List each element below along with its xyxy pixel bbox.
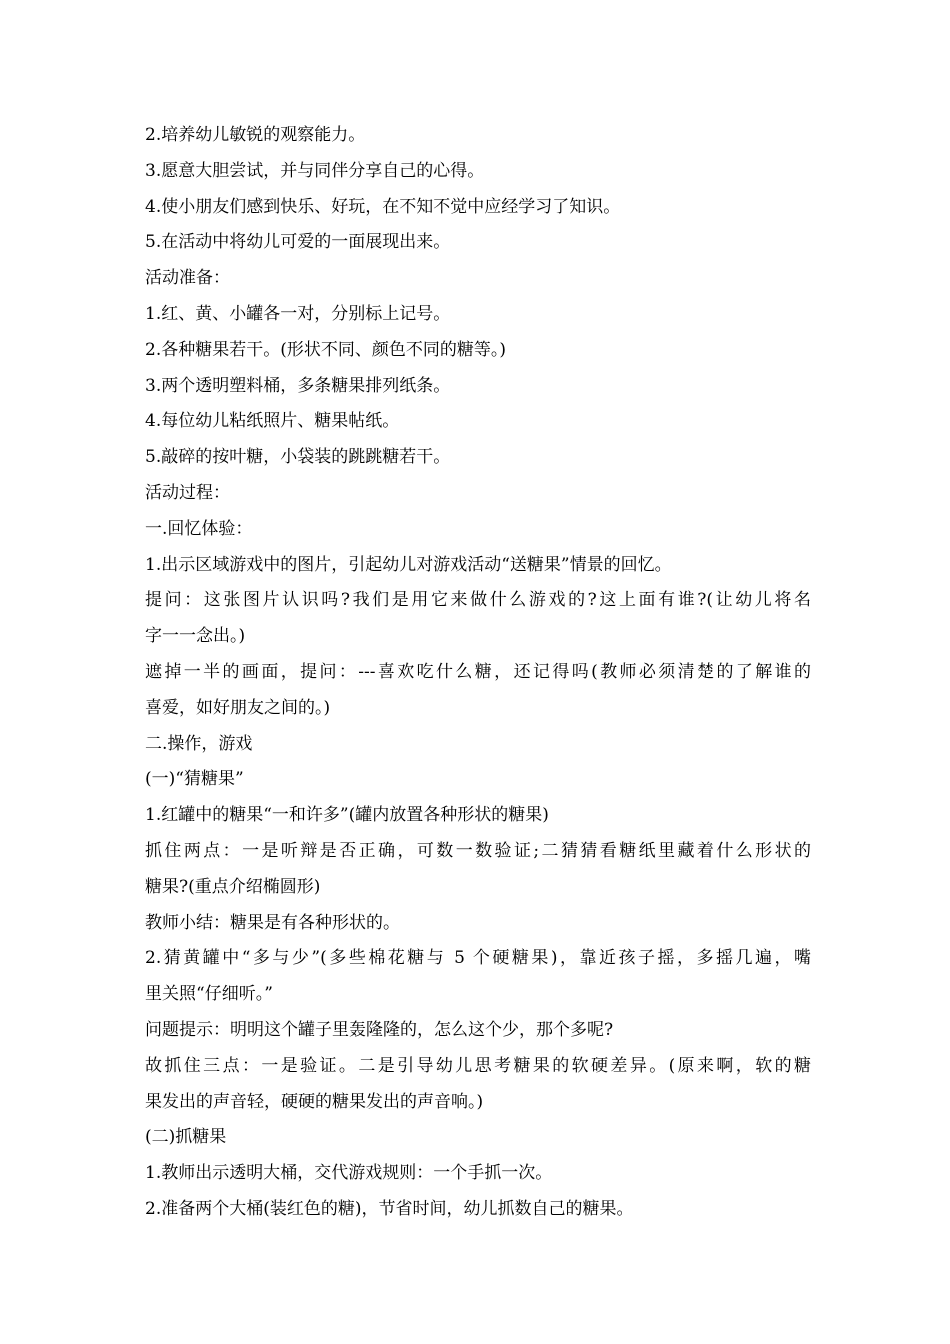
text-line: 5.敲碎的按叶糖，小袋装的跳跳糖若干。: [145, 447, 451, 468]
text-line: 2.猜黄罐中“多与少”(多些棉花糖与 5 个硬糖果)，靠近孩子摇，多摇几遍，嘴: [145, 948, 811, 969]
text-line: 4.使小朋友们感到快乐、好玩，在不知不觉中应经学习了知识。: [145, 196, 621, 217]
text-line: 故抓住三点：一是验证。二是引导幼儿思考糖果的软硬差异。(原来啊，软的糖: [145, 1055, 811, 1076]
text-line: 2.准备两个大桶(装红色的糖)，节省时间，幼儿抓数自己的糖果。: [145, 1198, 634, 1219]
subsection-heading: 二.操作，游戏: [145, 733, 253, 754]
text-line: 2.各种糖果若干。(形状不同、颜色不同的糖等。): [145, 339, 506, 360]
text-line: 1.红罐中的糖果“一和许多”(罐内放置各种形状的糖果): [145, 805, 549, 826]
text-line: 提问：这张图片认识吗?我们是用它来做什么游戏的?这上面有谁?(让幼儿将名: [145, 590, 811, 611]
text-line: 1.教师出示透明大桶，交代游戏规则：一个手抓一次。: [145, 1163, 553, 1184]
document-body: [145, 118, 811, 1228]
text-line: 1.红、黄、小罐各一对，分别标上记号。: [145, 303, 451, 324]
subsection-heading: 一.回忆体验：: [145, 518, 253, 539]
section-heading: 活动过程：: [145, 482, 230, 503]
text-line: 5.在活动中将幼儿可爱的一面展现出来。: [145, 232, 451, 253]
text-line: 教师小结：糖果是有各种形状的。: [145, 912, 400, 933]
text-line: 里关照“仔细听。”: [145, 984, 273, 1005]
text-line: 4.每位幼儿粘纸照片、糖果帖纸。: [145, 411, 400, 432]
text-line: 喜爱，如好朋友之间的。): [145, 697, 331, 718]
text-line: 糖果?(重点介绍椭圆形): [145, 876, 321, 897]
subsection-heading: (一)“猜糖果”: [145, 769, 244, 790]
text-line: 果发出的声音轻，硬硬的糖果发出的声音响。): [145, 1091, 484, 1112]
text-line: 抓住两点：一是听辩是否正确，可数一数验证;二猜猜看糖纸里藏着什么形状的: [145, 840, 811, 861]
subsection-heading: (二)抓糖果: [145, 1127, 227, 1148]
text-line: 遮掉一半的画面，提问：---喜欢吃什么糖，还记得吗(教师必须清楚的了解谁的: [145, 661, 811, 682]
text-line: 字一一念出。): [145, 626, 246, 647]
text-line: 2.培养幼儿敏锐的观察能力。: [145, 125, 366, 145]
section-heading: 活动准备：: [145, 268, 230, 289]
text-line: 1.出示区域游戏中的图片，引起幼儿对游戏活动“送糖果”情景的回忆。: [145, 554, 672, 575]
text-line: 3.愿意大胆尝试，并与同伴分享自己的心得。: [145, 160, 485, 181]
text-line: 问题提示：明明这个罐子里轰隆隆的，怎么这个少，那个多呢?: [145, 1019, 614, 1040]
text-line: 3.两个透明塑料桶，多条糖果排列纸条。: [145, 375, 451, 396]
